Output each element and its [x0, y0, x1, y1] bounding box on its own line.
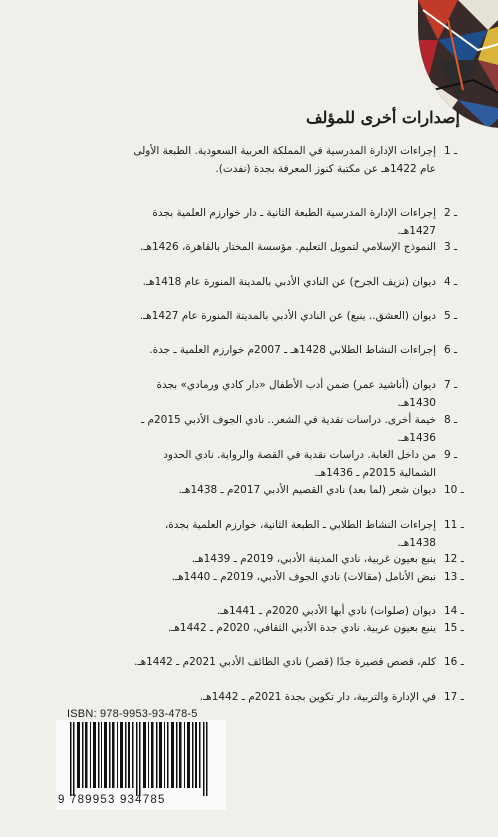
- item-text: ديوان شعر (لما بعد) نادي القصيم الأدبي 2017م ـ 1438هـ.: [178, 484, 436, 496]
- barcode-icon: [70, 722, 212, 796]
- item-number: 12 ـ: [444, 553, 464, 565]
- item-text: ديوان (نزيف الجرح) عن النادي الأدبي بالمدينة المنورة عام 1418هـ.: [142, 276, 436, 288]
- item-text: النموذج الإسلامي لتمويل التعليم. مؤسسة المختار بالقاهرة، 1426هـ.: [140, 241, 436, 253]
- item-number: 5 ـ: [444, 310, 458, 322]
- item-text: ديوان (صلوات) نادي أبها الأدبي 2020م ـ 1441هـ.: [217, 605, 436, 617]
- item-text: نبض الأنامل (مقالات) نادي الجوف الأدبي، 2019م ـ 1440هـ.: [171, 571, 436, 583]
- item-number: 15 ـ: [444, 622, 464, 634]
- item-number: 6 ـ: [444, 344, 458, 356]
- item-number: 8 ـ: [444, 414, 458, 426]
- item-number: 14 ـ: [444, 605, 464, 617]
- item-text: إجراءات الإدارة المدرسية الطبعة الثانية ـ دار خوارزم العلمية بجدة 1427هـ.: [152, 207, 436, 237]
- item-text: ينبع بعيون عربية. نادي جدة الأدبي الثقافي، 2020م ـ 1442هـ.: [167, 622, 436, 634]
- item-number: 13 ـ: [444, 571, 464, 583]
- item-text: ديوان (أناشيد عمر) ضمن أدب الأطفال «دار كادي ورمادي» بجدة 1430هـ.: [156, 379, 436, 409]
- item-number: 16 ـ: [444, 656, 464, 668]
- item-text: ديوان (العشق.. ينبع) عن النادي الأدبي بالمدينة المنورة عام 1427هـ.: [139, 310, 436, 322]
- barcode-digits: 9 789953 934785: [58, 794, 166, 806]
- item-text: في الإدارة والتربية، دار تكوين بجدة 2021م ـ 1442هـ.: [199, 691, 436, 703]
- item-text: خيمة أخرى. دراسات نقدية في الشعر.. نادي الجوف الأدبي 2015م ـ 1436هـ.: [141, 414, 436, 444]
- item-number: 7 ـ: [444, 379, 458, 391]
- item-number: 17 ـ: [444, 691, 464, 703]
- item-number: 10 ـ: [444, 484, 464, 496]
- item-text: إجراءات النشاط الطلابي 1428هـ ـ 2007م خوارزم العلمية ـ جدة.: [149, 344, 436, 356]
- item-number: 1 ـ: [444, 145, 458, 157]
- item-text: ينبع بعيون غربية، نادي المدينة الأدبي، 2019م ـ 1439هـ.: [191, 553, 436, 565]
- item-text: إجراءات النشاط الطلابي ـ الطبعة الثانية، خوارزم العلمية بجدة، 1438هـ.: [164, 519, 436, 549]
- item-number: 4 ـ: [444, 276, 458, 288]
- page-title: إصدارات أخرى للمؤلف: [305, 108, 460, 127]
- item-number: 3 ـ: [444, 241, 458, 253]
- item-text: إجراءات الإدارة المدرسية في المملكة العربية السعودية. الطبعة الأولى عام 1422هـ عن مكتبة كنوز المعرفة بجدة (نفدت).: [133, 145, 436, 175]
- isbn-label: ISBN: 978-9953-93-478-5: [67, 708, 198, 720]
- item-number: 9 ـ: [444, 449, 458, 461]
- item-number: 2 ـ: [444, 207, 458, 219]
- item-text: من داخل الغابة. دراسات نقدية في القصة والرواية. نادي الحدود الشمالية 2015م ـ 1436هـ.: [163, 449, 436, 479]
- item-text: كلم، قصص قصيرة جدًا (قصر) نادي الطائف الأدبي 2021م ـ 1442هـ.: [134, 656, 436, 668]
- item-number: 11 ـ: [444, 519, 464, 531]
